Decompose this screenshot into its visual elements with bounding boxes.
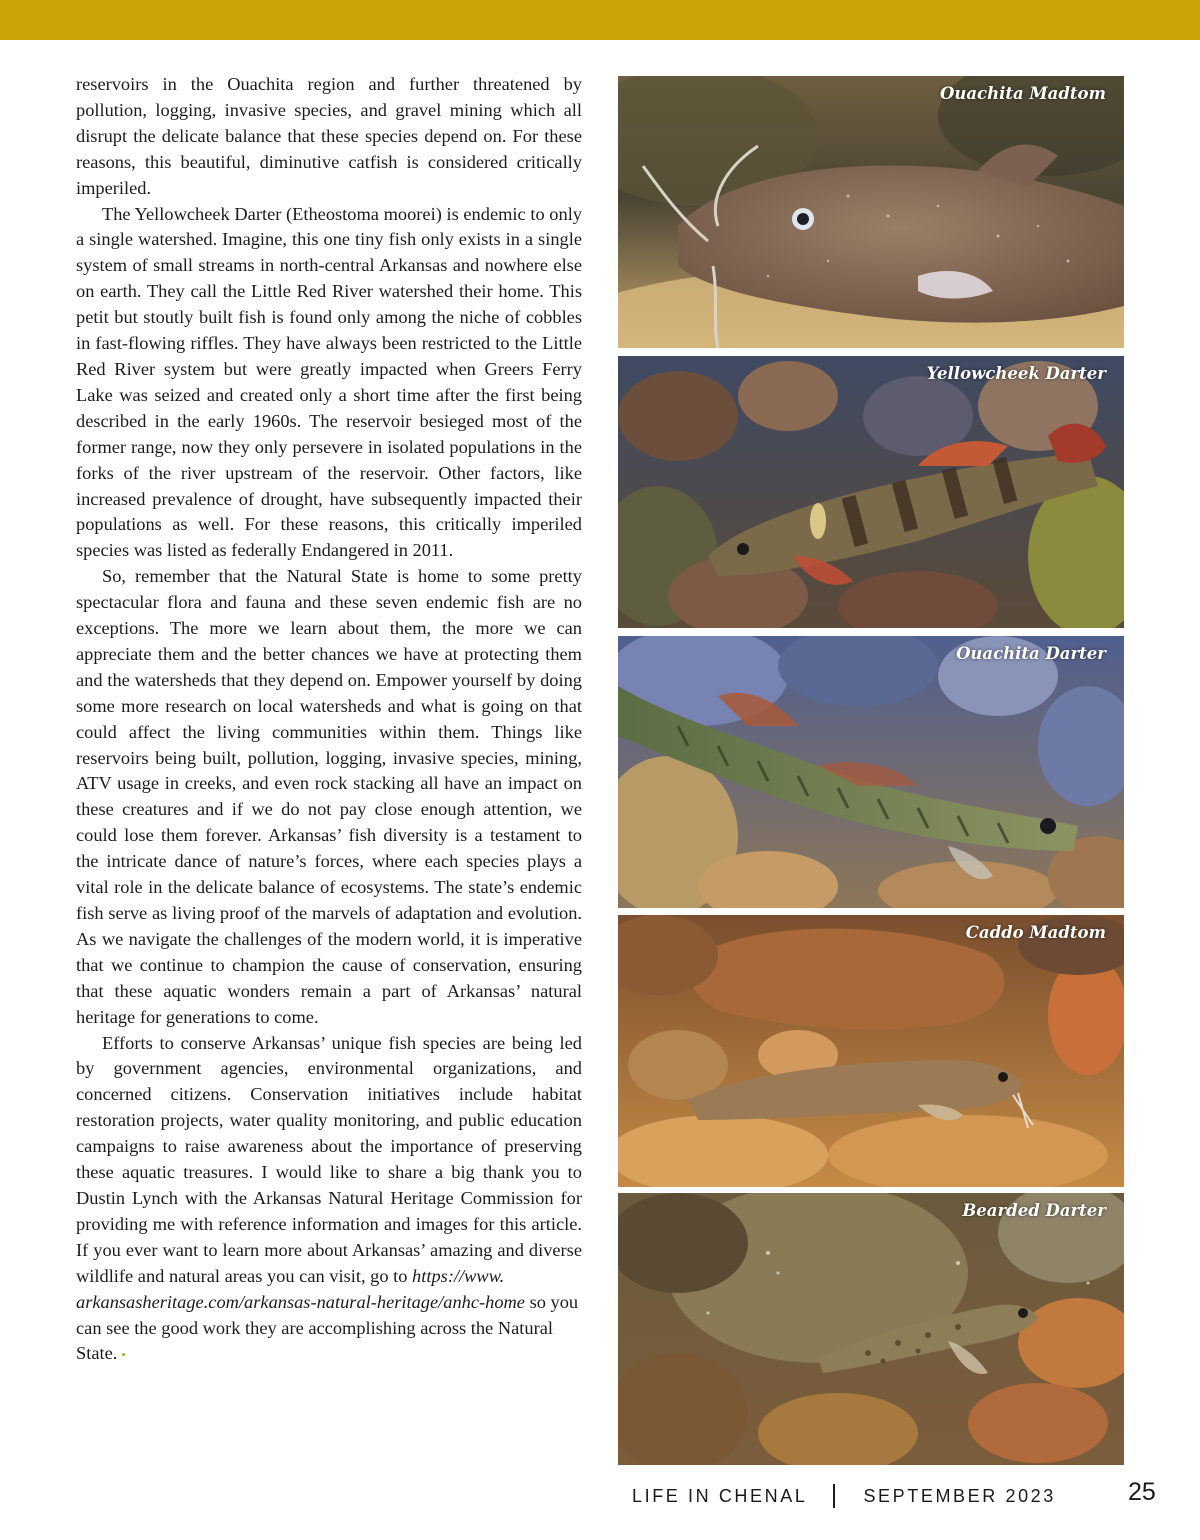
heritage-link-continued[interactable]: arkansasheritage.com/arkansas-natural-heritage/anhc-home [76,1291,525,1312]
page-footer [632,1481,1056,1511]
photo-caption: Yellowcheek Darter [926,364,1106,383]
photo-ouachita-madtom [618,76,1124,348]
photo-caption: Bearded Darter [962,1201,1106,1220]
ouachita-darter-image [618,636,1124,908]
footer-divider [833,1484,835,1508]
closing-text: so you can see the good work they are accomplishing across the Natural State. [76,1291,579,1364]
article-paragraph-end [76,1290,582,1369]
ouachita-madtom-image [618,76,1124,348]
article-paragraph: reservoirs in the Ouachita region and further threatened by pollution, logging, invasive species, and gravel mining which all disrupt the delicate balance that these species depend on. For these reasons, this beautiful, diminutive catfish is considered critically imperiled. [76,74,582,198]
photo-caddo-madtom [618,915,1124,1187]
end-mark: • [121,1347,126,1363]
article-paragraph: The Yellowcheek Darter (Etheostoma moorei) is endemic to only a single watershed. Imagine, this one tiny fish only exists in a single system of small streams in north-central Arkansas and nowhere else on earth. They call the Little Red River watershed their home. This petit but stoutly built fish is found only among the niche of cobbles in fast-flowing riffles. They have always been restricted to the Little Red River system but were greatly impacted when Greers Ferry Lake was seized and created only a short time after the first being described in the early 1960s. The reservoir besieged most of the former range, now they only persevere in isolated populations in the forks of the river upstream of the reservoir. Other factors, like increased prevalence of drought, have subsequently impacted their populations as well. For these reasons, this critically imperiled species was listed as federally Endangered in 2011. [76,203,582,561]
issue-date: SEPTEMBER 2023 [863,1485,1056,1506]
article-paragraph: So, remember that the Natural State is home to some pretty spectacular flora and fauna and these seven endemic fish are no exceptions. The more we learn about them, the more we can appreciate them and the better chances we have at protecting them and the watersheds that they depend on. Empower yourself by doing some more research on local watersheds and what is going on that could affect the living communities within them. Things like reservoirs being built, pollution, logging, invasive species, mining, ATV usage in creeks, and even rock stacking all have an impact on these creatures and if we do not pay close enough attention, we could lose them forever. Arkansas’ fish diversity is a testament to the intricate dance of nature’s forces, where each species plays a vital role in the delicate balance of ecosystems. The state’s endemic fish serve as living proof of the marvels of adaptation and evolution. As we navigate the challenges of the modern world, it is imperative that we continue to champion the cause of conservation, ensuring that these aquatic wonders remain a part of Arkansas’ natural heritage for generations to come. [76,566,582,1027]
yellowcheek-darter-image [618,356,1124,628]
caddo-madtom-image [618,915,1124,1187]
article-paragraph [76,1031,582,1290]
heritage-link[interactable]: https://www. [412,1265,505,1286]
article-body [76,72,582,1368]
article-paragraph-text: Efforts to conserve Arkansas’ unique fish species are being led by government agencies, environmental organizations, and concerned citizens. Conservation initiatives include habitat restoration projects, water quality monitoring, and public education campaigns to raise awareness about the importance of preserving these aquatic treasures. I would like to share a big thank you to Dustin Lynch with the Arkansas Natural Heritage Commission for providing me with reference information and images for this article. If you ever want to learn more about Arkansas’ amazing and diverse wildlife and natural areas you can visit, go to [76,1032,582,1286]
photo-caption: Caddo Madtom [965,923,1106,942]
photo-ouachita-darter [618,636,1124,908]
top-accent-bar [0,0,1200,40]
page-number: 25 [1128,1478,1156,1506]
photo-caption: Ouachita Darter [956,644,1106,663]
photo-yellowcheek-darter [618,356,1124,628]
photo-bearded-darter [618,1193,1124,1465]
bearded-darter-image [618,1193,1124,1465]
photo-caption: Ouachita Madtom [939,84,1106,103]
publication-name: LIFE IN CHENAL [632,1485,808,1506]
